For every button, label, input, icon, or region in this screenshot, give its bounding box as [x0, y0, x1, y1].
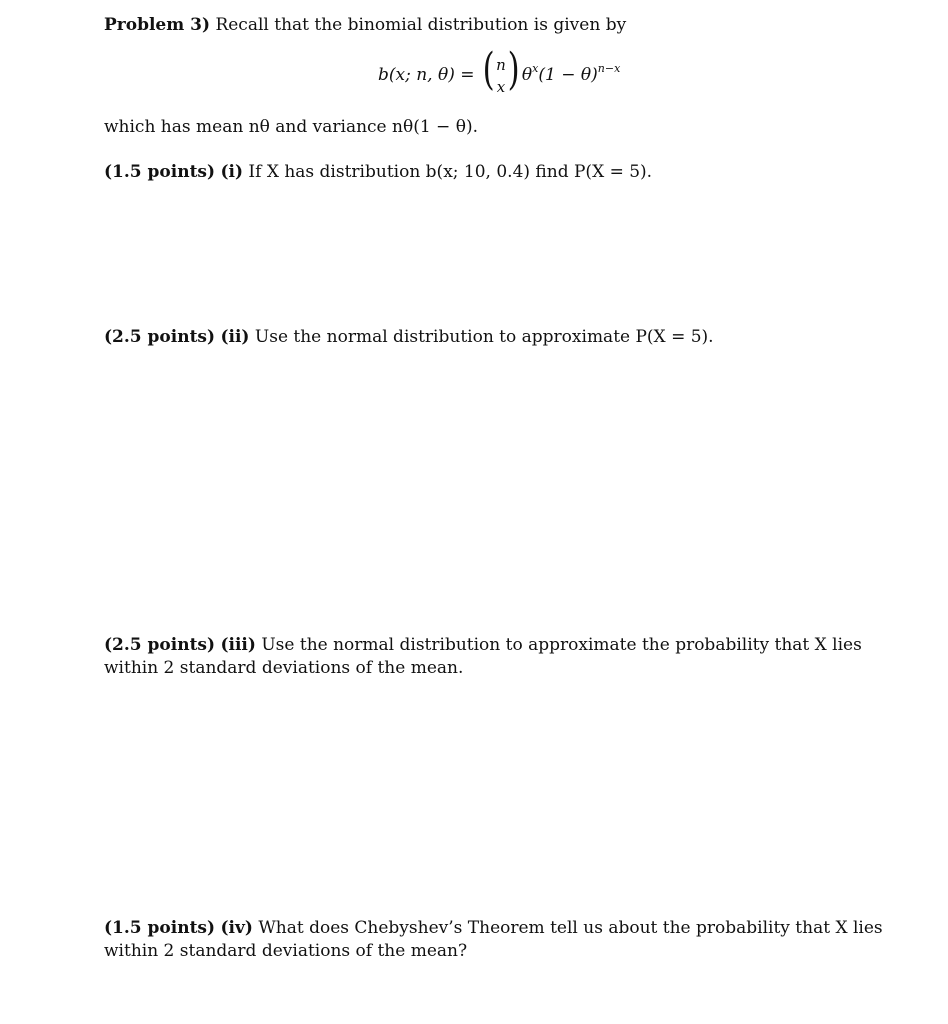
- part-iii-text: Use the normal distribution to approximate the probability that X lies within 2 standard deviations of the mean.: [104, 635, 862, 678]
- formula-exp-n-minus-x: n−x: [597, 62, 621, 75]
- binom-top: n: [496, 55, 506, 74]
- formula-base-theta: θ: [521, 65, 533, 85]
- problem-intro-text: Recall that the binomial distribution is given by: [215, 15, 627, 35]
- binomial-formula: [378, 43, 621, 102]
- part-iv-label: (iv): [220, 918, 253, 938]
- mean-variance-line: which has mean nθ and variance nθ(1 − θ).: [104, 117, 478, 137]
- part-ii-points: (2.5 points): [104, 327, 216, 347]
- problem-heading: Problem 3): [104, 15, 211, 35]
- binomial-coefficient: ( n x ): [482, 43, 520, 96]
- part-ii: [104, 326, 894, 349]
- part-i-points: (1.5 points): [104, 162, 216, 182]
- part-iii-label: (iii): [220, 635, 256, 655]
- part-iv: [104, 917, 894, 963]
- part-i: [104, 161, 894, 184]
- formula-exp-x: x: [532, 62, 539, 75]
- binom-bottom: x: [496, 77, 506, 96]
- part-iv-text: What does Chebyshev’s Theorem tell us about the probability that X lies within 2 standard deviations of the mean?: [104, 918, 883, 961]
- part-iii-points: (2.5 points): [104, 635, 216, 655]
- formula-lhs: b(x; n, θ) =: [378, 65, 475, 85]
- part-iii: [104, 634, 894, 680]
- part-i-label: (i): [220, 162, 244, 182]
- problem-intro-line: [104, 14, 894, 37]
- part-iv-points: (1.5 points): [104, 918, 216, 938]
- part-i-text: If X has distribution b(x; 10, 0.4) find P(X = 5).: [248, 162, 653, 182]
- formula-base-one-minus-theta: (1 − θ): [538, 65, 598, 85]
- part-ii-text: Use the normal distribution to approximate P(X = 5).: [254, 327, 714, 347]
- part-ii-label: (ii): [220, 327, 250, 347]
